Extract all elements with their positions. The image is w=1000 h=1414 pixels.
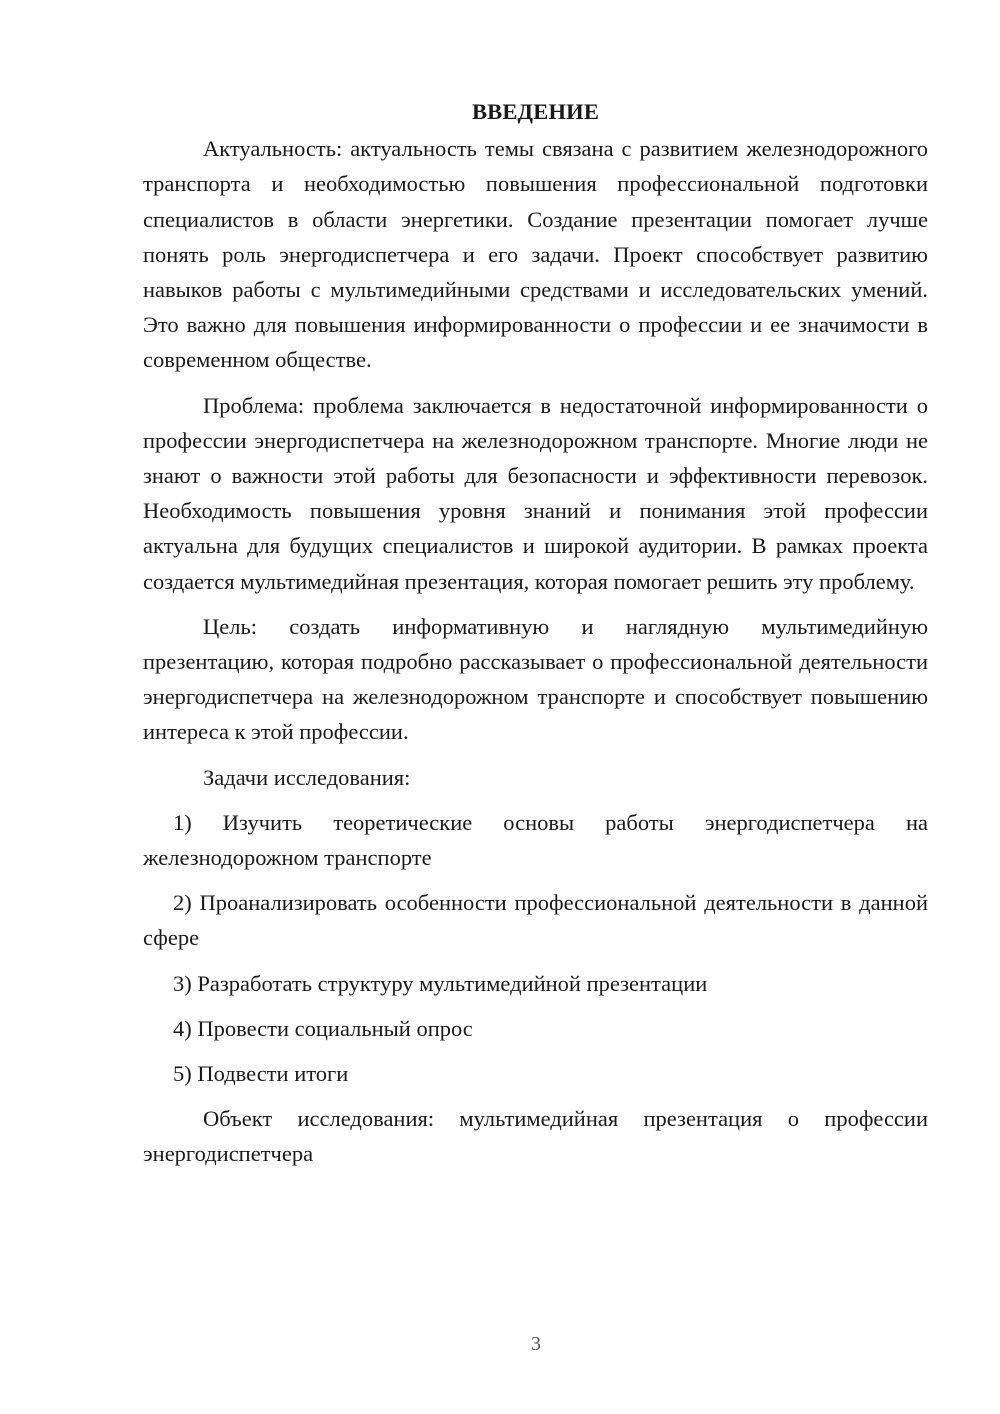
paragraph-tasks-heading: Задачи исследования:	[203, 764, 411, 790]
paragraph-relevance: Актуальность: актуальность темы связана с развитием железнодорожного транспорта и необходимостью повышения профессиональной подготовки специалистов в области энергетики. Создание презентации помогает лучше понять роль энергодиспетчера и его задачи. Проект способствует развитию навыков работы с мультимедийными средствами и исследовательских умений. Это важно для повышения информированности о профессии и ее значимости в современном обществе.	[143, 136, 928, 373]
page-content	[143, 94, 928, 1182]
task-item-3: 3) Разработать структуру мультимедийной презентации	[173, 970, 708, 996]
task-item-5: 5) Подвести итоги	[173, 1061, 349, 1087]
page-number: 3	[531, 1333, 541, 1355]
task-item-1: 1) Изучить теоретические основы работы энергодиспетчера на железнодорожном транспорте	[143, 809, 928, 871]
task-item-2: 2) Проанализировать особенности профессиональной деятельности в данной сфере	[143, 890, 928, 951]
paragraph-goal: Цель: создать информативную и наглядную мультимедийную презентацию, которая подробно рассказывает о профессиональной деятельности энергодиспетчера на железнодорожном транспорте и способствует повышению интереса к этой профессии.	[143, 613, 928, 745]
paragraph-object: Объект исследования: мультимедийная презентация о профессии энергодиспетчера	[143, 1106, 928, 1167]
section-heading: ВВЕДЕНИЕ	[471, 99, 600, 124]
task-item-4: 4) Провести социальный опрос	[173, 1015, 473, 1041]
paragraph-problem: Проблема: проблема заключается в недостаточной информированности о профессии энергодиспетчера на железнодорожном транспорте. Многие люди не знают о важности этой работы для безопасности и эффективности перевозок. Необходимость повышения уровня знаний и понимания этой профессии актуальна для будущих специалистов и широкой аудитории. В рамках проекта создается мультимедийная презентация, которая помогает решить эту проблему.	[143, 392, 928, 594]
